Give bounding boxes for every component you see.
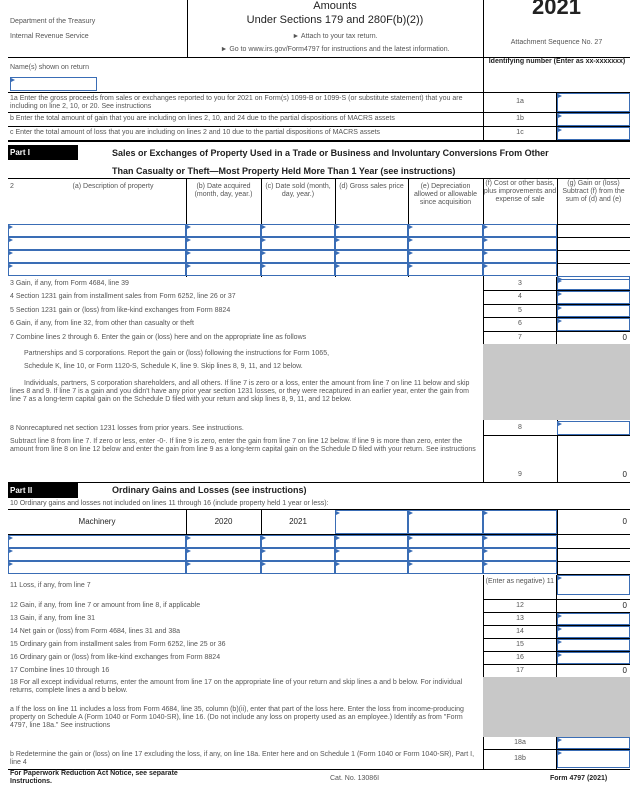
- line-11-input[interactable]: [557, 575, 630, 595]
- form-title-line2: Under Sections 179 and 280F(b)(2)): [246, 14, 424, 26]
- part2-row-3-col-c-input[interactable]: [261, 561, 335, 574]
- part1-row-1-col-e-input[interactable]: [408, 224, 483, 237]
- line-8-text: 8 Nonrecaptured net section 1231 losses from prior years. See instructions.: [10, 425, 244, 432]
- part1-row-4-col-e-input[interactable]: [408, 263, 483, 276]
- form-title-line1: Amounts: [313, 0, 357, 12]
- id-number-label: Identifying number (Enter as xx-xxxxxxx): [488, 58, 626, 65]
- part1-row-3-col-f-input[interactable]: [483, 250, 557, 263]
- row-1-gain: 0: [622, 517, 627, 526]
- line-17-value: 0: [622, 666, 627, 675]
- line-10-text: 10 Ordinary gains and losses not included on lines 11 through 16 (include property held 1 year or less):: [10, 500, 329, 507]
- part2-row-2-col-c-input[interactable]: [261, 548, 335, 561]
- name-label: Name(s) shown on return: [10, 64, 89, 71]
- line-1b-input[interactable]: [557, 113, 630, 126]
- part1-row-2-col-d-input[interactable]: [335, 237, 408, 250]
- part2-line-17-num: 17: [483, 664, 557, 677]
- row-divider: [557, 250, 630, 251]
- part-2-title: Ordinary Gains and Losses (see instructions): [112, 485, 307, 495]
- line-2-label: 2: [10, 183, 14, 190]
- line-9-text: Subtract line 8 from line 7. If zero or less, enter -0-. If line 9 is zero, enter the gain from line 7 on line 12 below. If line 9 is more than zero, enter the amount from line 8 on line 12 below and enter the gain from line 9 as a long-term capital gain on the Schedule D filed with your return. See instructions: [10, 438, 476, 453]
- line-14-input[interactable]: [557, 626, 630, 638]
- column-header-c: (c) Date sold (month, day, year.): [265, 183, 331, 198]
- part1-row-4-col-d-input[interactable]: [335, 263, 408, 276]
- line-7-value: 0: [622, 332, 627, 342]
- part2-row-1-col-b-input[interactable]: [186, 535, 261, 548]
- part1-line-4-text: 4 Section 1231 gain from installment sales from Form 6252, line 26 or 37: [10, 293, 236, 301]
- line-5-input[interactable]: [557, 305, 630, 317]
- row-divider: [557, 548, 630, 549]
- line-11-num: (Enter as negative) 11: [483, 575, 557, 599]
- line-15-input[interactable]: [557, 639, 630, 651]
- line-11-text: 11 Loss, if any, from line 7: [10, 582, 91, 589]
- line-12-value: 0: [622, 601, 627, 610]
- part-1-title-1: Sales or Exchanges of Property Used in a Trade or Business and Involuntary Conversions From Other: [112, 148, 549, 158]
- attachment-sequence: Attachment Sequence No. 27: [510, 39, 603, 46]
- line-1b-num: 1b: [483, 112, 557, 126]
- part2-line-13-text: 13 Gain, if any, from line 31: [10, 615, 96, 622]
- part2-row-1-col-e-input[interactable]: [408, 535, 483, 548]
- row-divider: [557, 237, 630, 238]
- line-6-input[interactable]: [557, 318, 630, 330]
- part1-line-7-num: 7: [483, 331, 557, 344]
- part1-row-2-col-c-input[interactable]: [261, 237, 335, 250]
- part2-row-2-col-f-input[interactable]: [483, 548, 557, 561]
- tax-year: 2021: [532, 0, 581, 19]
- column-header-g: (g) Gain or (loss) Subtract (f) from the sum of (d) and (e): [562, 180, 625, 203]
- line-13-input[interactable]: [557, 613, 630, 625]
- part-1-label: Part I: [8, 145, 78, 160]
- line-8-num: 8: [518, 424, 522, 431]
- part2-row-1-col-c-input[interactable]: [261, 535, 335, 548]
- line-1b-text: b Enter the total amount of gain that you are including on lines 2, 10, and 24 due to the partial dispositions of MACRS assets: [10, 115, 395, 122]
- part2-row-1-col-a-input[interactable]: [8, 535, 186, 548]
- column-header-b: (b) Date acquired (month, day, year.): [194, 183, 253, 198]
- part1-row-1-col-a-input[interactable]: [8, 224, 186, 237]
- line-18a-input[interactable]: [557, 737, 630, 749]
- part1-line-3-text: 3 Gain, if any, from Form 4684, line 39: [10, 280, 129, 287]
- part1-row-3-col-b-input[interactable]: [186, 250, 261, 263]
- form-number: Form 4797 (2021): [550, 775, 608, 782]
- line-2-g-cell: [557, 276, 630, 280]
- part2-row-2-col-e-input[interactable]: [408, 548, 483, 561]
- part2-line-14-text: 14 Net gain or (loss) from Form 4684, lines 31 and 38a: [10, 628, 181, 635]
- name-input[interactable]: [10, 77, 97, 91]
- line-18a-text: a If the loss on line 11 includes a loss from Form 4684, line 35, column (b)(ii), enter that part of the loss here. Enter the loss from income-producing property on Schedule A (Form 1040 or Form 1040-SR), line 16. (Do not include any loss on property used as an employee.) Identify as from "Form 4797, line 18a." See instructions: [10, 706, 464, 729]
- line-1c-text: c Enter the total amount of loss that you are including on lines 2 and 10 due to the partial dispositions of MACRS assets: [10, 129, 381, 136]
- part2-row-2-col-a-input[interactable]: [8, 548, 186, 561]
- row-divider: [557, 263, 630, 264]
- column-header-f: (f) Cost or other basis, plus improvements and expense of sale: [483, 180, 557, 203]
- column-divider: [557, 509, 558, 575]
- part1-row-1-col-b-input[interactable]: [186, 224, 261, 237]
- row-1-cost-input[interactable]: [483, 510, 557, 534]
- part2-row-1-col-d-input[interactable]: [335, 535, 408, 548]
- part2-row-3-col-b-input[interactable]: [186, 561, 261, 574]
- part2-row-3-col-e-input[interactable]: [408, 561, 483, 574]
- part2-row-2-col-b-input[interactable]: [186, 548, 261, 561]
- line-1a-num: 1a: [483, 92, 557, 112]
- row-1-depreciation-input[interactable]: [408, 510, 483, 534]
- part-2-label: Part II: [8, 483, 78, 498]
- part1-row-3-col-d-input[interactable]: [335, 250, 408, 263]
- line-9-num: 9: [518, 471, 522, 478]
- part2-row-3-col-a-input[interactable]: [8, 561, 186, 574]
- line-1c-num: 1c: [483, 126, 557, 140]
- irs-label: Internal Revenue Service: [10, 33, 89, 40]
- part2-line-13-num: 13: [483, 612, 557, 625]
- shaded-area: [483, 344, 630, 420]
- line-4-input[interactable]: [557, 291, 630, 303]
- row-1-acquired[interactable]: 2020: [214, 517, 233, 526]
- part1-row-2-col-e-input[interactable]: [408, 237, 483, 250]
- part1-row-1-col-c-input[interactable]: [261, 224, 335, 237]
- line-1c-input[interactable]: [557, 127, 630, 140]
- cat-number: Cat. No. 13086I: [330, 775, 380, 782]
- part2-row-3-col-d-input[interactable]: [335, 561, 408, 574]
- part1-row-2-col-b-input[interactable]: [186, 237, 261, 250]
- part1-line-3-num: 3: [483, 277, 557, 290]
- part1-line-4-num: 4: [483, 290, 557, 303]
- part1-row-3-col-a-input[interactable]: [8, 250, 186, 263]
- part1-line-7-text: 7 Combine lines 2 through 6. Enter the gain or (loss) here and on the appropriate line as follows: [10, 333, 307, 341]
- row-divider: [557, 561, 630, 562]
- row-1-sold[interactable]: 2021: [289, 517, 307, 526]
- part1-row-3-col-e-input[interactable]: [408, 250, 483, 263]
- part2-line-12-text: 12 Gain, if any, from line 7 or amount from line 8, if applicable: [10, 602, 201, 609]
- row-1-sales-price-input[interactable]: [335, 510, 408, 534]
- part1-line-6-text: 6 Gain, if any, from line 32, from other than casualty or theft: [10, 320, 194, 328]
- part2-row-3-col-f-input[interactable]: [483, 561, 557, 574]
- part2-line-12-num: 12: [483, 599, 557, 612]
- part-1-title-2: Than Casualty or Theft—Most Property Held More Than 1 Year (see instructions): [112, 166, 456, 176]
- part2-row-2-col-d-input[interactable]: [335, 548, 408, 561]
- line-8-input[interactable]: [557, 421, 630, 435]
- part2-line-15-text: 15 Ordinary gain from installment sales from Form 6252, line 25 or 36: [10, 641, 226, 648]
- line-18b-text: b Redetermine the gain or (loss) on line 17 excluding the loss, if any, on line 18a. Enter here and on Schedule 1 (Form 1040 or Form 1040-SR), Part I, line 4: [10, 751, 475, 766]
- paperwork-notice: For Paperwork Reduction Act Notice, see separate Instructions.: [10, 770, 178, 785]
- part1-row-3-col-c-input[interactable]: [261, 250, 335, 263]
- part1-row-4-col-c-input[interactable]: [261, 263, 335, 276]
- part1-row-4-col-f-input[interactable]: [483, 263, 557, 276]
- column-header-a: (a) Description of property: [72, 183, 154, 190]
- line-18a-num: 18a: [483, 737, 557, 749]
- dept-treasury: Department of the Treasury: [10, 18, 96, 25]
- part2-line-16-num: 16: [483, 651, 557, 664]
- part2-line-16-text: 16 Ordinary gain or (loss) from like-kind exchanges from Form 8824: [10, 654, 221, 661]
- line-18-text: 18 For all except individual returns, enter the amount from line 17 on the appropriate line of your return and skip lines a and b below. For individual returns, complete lines a and b below.: [10, 679, 463, 694]
- line-18b-input[interactable]: [557, 750, 630, 768]
- part2-line-14-num: 14: [483, 625, 557, 638]
- part1-row-2-col-a-input[interactable]: [8, 237, 186, 250]
- partnerships-text-2: Schedule K, line 10, or Form 1120-S, Schedule K, line 9. Skip lines 8, 9, 11, and 12 below.: [24, 363, 303, 370]
- part1-line-5-text: 5 Section 1231 gain or (loss) from like-kind exchanges from Form 8824: [10, 306, 231, 314]
- part1-row-4-col-b-input[interactable]: [186, 263, 261, 276]
- part2-line-17-text: 17 Combine lines 10 through 16: [10, 667, 110, 674]
- part2-row-1-col-f-input[interactable]: [483, 535, 557, 548]
- part1-row-2-col-f-input[interactable]: [483, 237, 557, 250]
- part1-line-5-num: 5: [483, 304, 557, 317]
- individuals-text: Individuals, partners, S corporation shareholders, and all others. If line 7 is zero or a loss, enter the amount from line 7 on line 11 below and skip lines 8 and 9. If line 7 is a gain and you didn't have any prior year section 1231 losses, or they were recaptured in an earlier year, enter the gain from line 7 as a long-term capital gain on the Schedule D filed with your return and skip lines 8, 9, 11, and 12 below.: [10, 380, 470, 403]
- partnerships-text-1: Partnerships and S corporations. Report the gain or (loss) following the instructions for Form 1065,: [24, 350, 330, 357]
- line-16-input[interactable]: [557, 652, 630, 664]
- column-header-e: (e) Depreciation allowed or allowable since acquisition: [413, 183, 478, 206]
- part1-row-4-col-a-input[interactable]: [8, 263, 186, 276]
- line-1a-input[interactable]: [557, 93, 630, 112]
- line-9-value: 0: [622, 470, 627, 479]
- column-header-d: (d) Gross sales price: [339, 183, 404, 190]
- row-1-description[interactable]: Machinery: [78, 517, 116, 526]
- attach-note: ► Attach to your tax return.: [292, 33, 378, 40]
- line-18b-num: 18b: [483, 749, 557, 769]
- part1-row-1-col-d-input[interactable]: [335, 224, 408, 237]
- part1-line-6-num: 6: [483, 317, 557, 330]
- shaded-area-2: [483, 677, 630, 737]
- line-1a-text: 1a Enter the gross proceeds from sales or exchanges reported to you for 2021 on Form(s) 1099-B or 1099-S (or substitute statement) that you are including on line 2, 10, or 20. See instructions: [10, 95, 463, 110]
- part2-line-15-num: 15: [483, 638, 557, 651]
- part1-row-1-col-f-input[interactable]: [483, 224, 557, 237]
- goto-note: ► Go to www.irs.gov/Form4797 for instructions and the latest information.: [220, 46, 450, 53]
